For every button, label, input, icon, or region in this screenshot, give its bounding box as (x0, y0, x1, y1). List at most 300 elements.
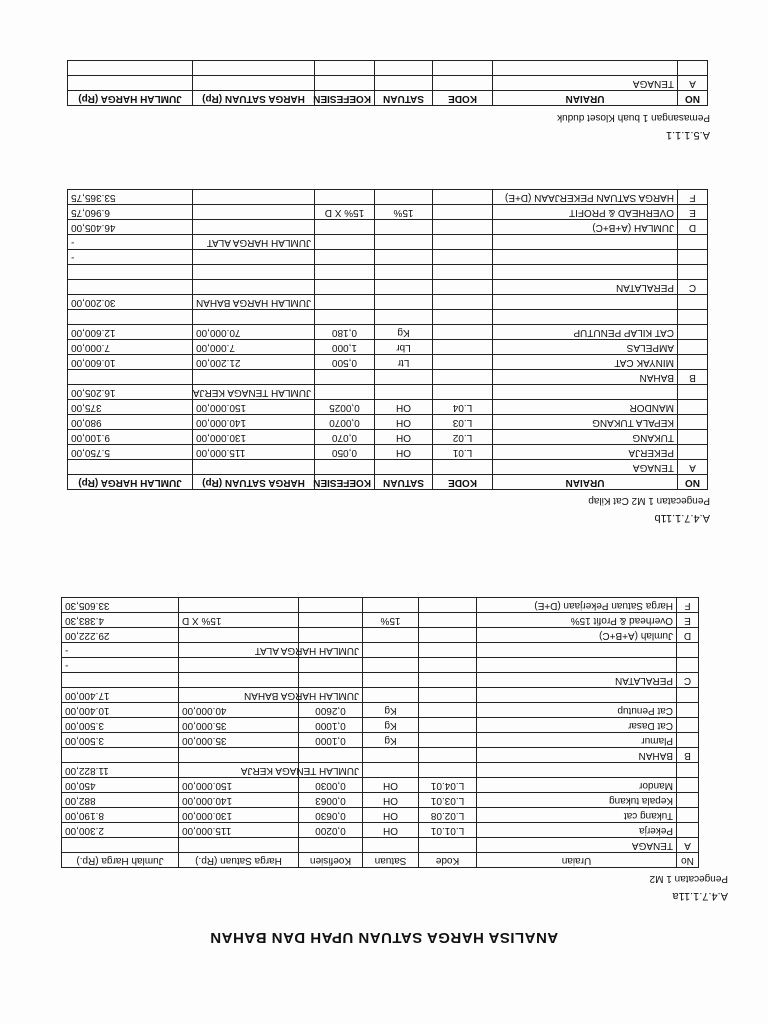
table-row (62, 808, 699, 823)
cell-satuan: Kg (375, 325, 433, 340)
cell-satuan: Kg (363, 733, 419, 748)
cell-jumlah (68, 460, 193, 475)
cell-kode: L.01.01 (419, 823, 477, 838)
table-row (68, 430, 708, 445)
cell-koef (315, 280, 375, 295)
cell-kode (433, 385, 493, 400)
cell-koef: 0,0030 (299, 778, 363, 793)
cell-jumlah: 16.205,00 (68, 385, 193, 400)
cell-kode: L.02 (433, 430, 493, 445)
cell-koef: 0,2600 (299, 703, 363, 718)
cell-satuan (375, 370, 433, 385)
cell-satuan: OH (363, 778, 419, 793)
cell-kode (419, 748, 477, 763)
table-row (62, 673, 699, 688)
cell-koef: 0,0070 (315, 415, 375, 430)
cell-satuan (375, 295, 433, 310)
column-header: URAIAN (493, 475, 678, 490)
cell-no: A (678, 76, 708, 91)
cell-harga: 7.000,00 (193, 340, 315, 355)
column-header: KOEFESIEN (315, 91, 375, 106)
cell-jumlah (62, 748, 179, 763)
cell-uraian: PERALATAN (493, 280, 678, 295)
cell-kode (433, 76, 493, 91)
cell-no: A (677, 838, 699, 853)
cell-koef: 1,000 (315, 340, 375, 355)
column-header: SATUAN (375, 91, 433, 106)
cell-uraian: Tukang cat (477, 808, 677, 823)
cell-uraian (477, 763, 677, 778)
cell-harga (193, 370, 315, 385)
table-header-row (62, 853, 699, 868)
column-header: Kode (419, 853, 477, 868)
table-row (62, 613, 699, 628)
cell-jumlah: 33.605,30 (62, 598, 179, 613)
cell-kode (433, 265, 493, 280)
cell-kode (433, 355, 493, 370)
cell-satuan: OH (375, 400, 433, 415)
section-c-code: A.5.1.1.1 (665, 129, 710, 141)
cell-harga: JUMLAH TENAGA KERJA (193, 385, 315, 400)
cell-uraian: HARGA SATUAN PEKERJAAN (D+E) (493, 190, 678, 205)
cell-kode (433, 235, 493, 250)
cell-harga: 130.000,00 (193, 430, 315, 445)
cell-no (678, 430, 708, 445)
cell-koef: 0,070 (315, 430, 375, 445)
cell-no: E (678, 205, 708, 220)
cell-koef (299, 658, 363, 673)
cell-kode (433, 460, 493, 475)
cell-no: E (677, 613, 699, 628)
cell-koef: 0,0630 (299, 808, 363, 823)
cell-jumlah: 7.000,00 (68, 340, 193, 355)
cell-kode (433, 325, 493, 340)
cell-no (678, 340, 708, 355)
cell-kode (419, 598, 477, 613)
cell-jumlah: 375,00 (68, 400, 193, 415)
cell-koef: 0,050 (315, 445, 375, 460)
cell-harga: 40.000,00 (179, 703, 299, 718)
cell-harga: 15% X D (179, 613, 299, 628)
cell-kode (433, 370, 493, 385)
cell-kode (419, 838, 477, 853)
cell-uraian: Cat Penutup (477, 703, 677, 718)
cell-koef (315, 385, 375, 400)
table-row (68, 280, 708, 295)
cell-uraian: Overhead & Profit 15% (477, 613, 677, 628)
cell-uraian (493, 265, 678, 280)
table-row (62, 823, 699, 838)
cell-satuan (363, 763, 419, 778)
cell-jumlah: - (68, 235, 193, 250)
table-row (68, 400, 708, 415)
cell-no: F (677, 598, 699, 613)
cell-jumlah (68, 61, 193, 76)
cell-harga: 21.200,00 (193, 355, 315, 370)
column-header: SATUAN (375, 475, 433, 490)
cell-no: B (677, 748, 699, 763)
cell-satuan: OH (375, 415, 433, 430)
cell-jumlah: - (68, 250, 193, 265)
cell-harga: JUMLAH HARGA BAHAN (193, 295, 315, 310)
cell-satuan (375, 460, 433, 475)
cell-harga (193, 205, 315, 220)
cell-koef (299, 838, 363, 853)
cell-satuan (363, 748, 419, 763)
column-header: HARGA SATUAN (Rp) (193, 91, 315, 106)
table-row (68, 445, 708, 460)
cell-kode (419, 688, 477, 703)
section-b-table (67, 189, 708, 490)
cell-jumlah (68, 370, 193, 385)
cell-harga: 140.000,00 (193, 415, 315, 430)
cell-jumlah: 450,00 (62, 778, 179, 793)
cell-satuan: Ltr (375, 355, 433, 370)
table-row (68, 370, 708, 385)
cell-no (677, 793, 699, 808)
cell-kode (433, 295, 493, 310)
table-row (68, 385, 708, 400)
cell-satuan (375, 310, 433, 325)
cell-satuan (375, 235, 433, 250)
cell-harga (179, 838, 299, 853)
cell-satuan (363, 643, 419, 658)
table-row (68, 190, 708, 205)
cell-koef: 0,0200 (299, 823, 363, 838)
cell-uraian (493, 385, 678, 400)
cell-uraian: TUKANG (493, 430, 678, 445)
cell-satuan: Kg (363, 718, 419, 733)
cell-koef (315, 76, 375, 91)
column-header: Koefisien (299, 853, 363, 868)
table-row (68, 265, 708, 280)
cell-harga: 115.000,00 (193, 445, 315, 460)
cell-satuan (375, 385, 433, 400)
table-header-row (68, 475, 708, 490)
column-header: Uraian (477, 853, 677, 868)
table-row (68, 415, 708, 430)
cell-kode: L.01 (433, 445, 493, 460)
cell-harga: 35.000,00 (179, 733, 299, 748)
section-b-code: A.4.7.1.11b (654, 512, 710, 524)
cell-satuan (363, 658, 419, 673)
cell-koef (315, 190, 375, 205)
cell-no (677, 718, 699, 733)
cell-satuan (363, 688, 419, 703)
cell-uraian: Mandor (477, 778, 677, 793)
cell-koef: 0,0063 (299, 793, 363, 808)
cell-harga: 35.000,00 (179, 718, 299, 733)
cell-koef (299, 613, 363, 628)
cell-jumlah: 4.383,30 (62, 613, 179, 628)
cell-harga (179, 628, 299, 643)
cell-no (677, 658, 699, 673)
section-b-description: Pengecatan 1 M2 Cat Kilap (588, 495, 710, 506)
cell-satuan: OH (375, 430, 433, 445)
cell-jumlah: 980,00 (68, 415, 193, 430)
cell-uraian: Pekerja (477, 823, 677, 838)
cell-no (678, 250, 708, 265)
column-header: KOEFESIEN (315, 475, 375, 490)
cell-uraian: MINYAK CAT (493, 355, 678, 370)
cell-koef (299, 748, 363, 763)
cell-uraian: Plamur (477, 733, 677, 748)
cell-satuan: 15% (375, 205, 433, 220)
cell-uraian: BAHAN (477, 748, 677, 763)
cell-uraian (493, 310, 678, 325)
cell-uraian: Cat Dasar (477, 718, 677, 733)
cell-kode (433, 310, 493, 325)
cell-satuan: OH (363, 808, 419, 823)
cell-satuan (363, 838, 419, 853)
cell-jumlah: 29.222,00 (62, 628, 179, 643)
cell-kode (419, 673, 477, 688)
table-row (68, 325, 708, 340)
cell-no (678, 355, 708, 370)
cell-koef: JUMLAH TENAGA KERJA (299, 763, 363, 778)
cell-koef (315, 460, 375, 475)
cell-kode: L.03.01 (419, 793, 477, 808)
table-row (62, 598, 699, 613)
column-header: URAIAN (493, 91, 678, 106)
table-row (62, 688, 699, 703)
cell-jumlah: 3.500,00 (62, 718, 179, 733)
cell-jumlah: 882,00 (62, 793, 179, 808)
column-header: HARGA SATUAN (Rp) (193, 475, 315, 490)
cell-koef (315, 370, 375, 385)
cell-kode: L.02.08 (419, 808, 477, 823)
cell-satuan (375, 280, 433, 295)
table-row (62, 733, 699, 748)
table-row (68, 355, 708, 370)
cell-no (677, 733, 699, 748)
cell-jumlah: 53.365,75 (68, 190, 193, 205)
cell-no (678, 61, 708, 76)
cell-uraian: TENAGA (477, 838, 677, 853)
cell-jumlah (62, 673, 179, 688)
cell-koef (315, 295, 375, 310)
table-header-row (68, 91, 708, 106)
cell-uraian: BAHAN (493, 370, 678, 385)
cell-koef (299, 673, 363, 688)
cell-jumlah: 3.500,00 (62, 733, 179, 748)
cell-kode (433, 61, 493, 76)
cell-uraian: PERALATAN (477, 673, 677, 688)
table-row (68, 250, 708, 265)
cell-harga (193, 61, 315, 76)
cell-no (678, 415, 708, 430)
cell-harga: 140.000,00 (179, 793, 299, 808)
table-row (68, 76, 708, 91)
cell-jumlah: 17.400,00 (62, 688, 179, 703)
cell-satuan (363, 598, 419, 613)
table-row (68, 310, 708, 325)
cell-no: D (677, 628, 699, 643)
cell-harga (193, 280, 315, 295)
table-row (68, 61, 708, 76)
cell-kode (433, 220, 493, 235)
cell-no: D (678, 220, 708, 235)
cell-koef: JUMLAH HARGA ALAT (299, 643, 363, 658)
cell-harga (193, 190, 315, 205)
cell-uraian (493, 250, 678, 265)
cell-satuan (375, 265, 433, 280)
cell-no (677, 703, 699, 718)
cell-kode (419, 628, 477, 643)
cell-uraian: Harga Satuan Pekerjaan (D+E) (477, 598, 677, 613)
column-header: JUMLAH HARGA (Rp) (68, 91, 193, 106)
cell-no (678, 445, 708, 460)
cell-jumlah: 46.405,00 (68, 220, 193, 235)
table-row (62, 643, 699, 658)
cell-no (678, 310, 708, 325)
cell-harga (179, 658, 299, 673)
cell-harga (179, 748, 299, 763)
cell-no (677, 778, 699, 793)
cell-jumlah (68, 310, 193, 325)
cell-kode (433, 205, 493, 220)
cell-harga: 130.000,00 (179, 808, 299, 823)
cell-kode (419, 763, 477, 778)
cell-satuan (375, 250, 433, 265)
cell-uraian (493, 235, 678, 250)
cell-harga: 70.000,00 (193, 325, 315, 340)
cell-no (678, 400, 708, 415)
cell-harga (193, 265, 315, 280)
cell-jumlah: - (62, 658, 179, 673)
cell-uraian (477, 688, 677, 703)
cell-uraian: TENAGA (493, 76, 678, 91)
cell-koef: 0,180 (315, 325, 375, 340)
cell-kode (433, 190, 493, 205)
cell-uraian (477, 643, 677, 658)
cell-no (678, 235, 708, 250)
section-c-description: Pemasangan 1 buah Kloset duduk (557, 112, 710, 123)
table-row (62, 778, 699, 793)
cell-koef: JUMLAH HARGA BAHAN (299, 688, 363, 703)
section-a-table (61, 597, 699, 868)
cell-kode (419, 658, 477, 673)
cell-jumlah: 12.600,00 (68, 325, 193, 340)
table-row (62, 703, 699, 718)
cell-jumlah: 9.100,00 (68, 430, 193, 445)
cell-uraian (493, 295, 678, 310)
cell-no (677, 808, 699, 823)
cell-koef (315, 61, 375, 76)
cell-satuan (375, 190, 433, 205)
cell-no (678, 325, 708, 340)
cell-harga (179, 673, 299, 688)
cell-jumlah: - (62, 643, 179, 658)
cell-jumlah: 10.400,00 (62, 703, 179, 718)
cell-no (678, 385, 708, 400)
cell-jumlah: 10.600,00 (68, 355, 193, 370)
table-row (68, 205, 708, 220)
cell-koef (299, 628, 363, 643)
section-c-table (67, 60, 708, 106)
cell-satuan: Kg (363, 703, 419, 718)
cell-uraian (477, 658, 677, 673)
cell-harga (193, 310, 315, 325)
table-row (62, 658, 699, 673)
cell-jumlah: 30.200,00 (68, 295, 193, 310)
table-row (62, 763, 699, 778)
table-row (68, 460, 708, 475)
column-header: JUMLAH HARGA (Rp) (68, 475, 193, 490)
column-header: No (677, 853, 699, 868)
cell-harga (193, 460, 315, 475)
cell-koef: 0,500 (315, 355, 375, 370)
cell-uraian: JUMLAH (A+B+C) (493, 220, 678, 235)
cell-satuan: Lbr (375, 340, 433, 355)
cell-jumlah: 6.960,75 (68, 205, 193, 220)
cell-koef (299, 598, 363, 613)
cell-satuan: OH (375, 445, 433, 460)
cell-uraian: KEPALA TUKANG (493, 415, 678, 430)
cell-satuan: OH (363, 793, 419, 808)
table-row (62, 748, 699, 763)
cell-no: C (678, 280, 708, 295)
cell-satuan: 15% (363, 613, 419, 628)
cell-kode (433, 280, 493, 295)
cell-no (677, 688, 699, 703)
cell-harga (179, 598, 299, 613)
cell-jumlah (68, 265, 193, 280)
cell-jumlah (68, 280, 193, 295)
cell-satuan (375, 61, 433, 76)
cell-harga (193, 220, 315, 235)
cell-harga (193, 76, 315, 91)
cell-harga (193, 250, 315, 265)
cell-uraian (493, 61, 678, 76)
cell-satuan: OH (363, 823, 419, 838)
column-header: Jumlah Harga (Rp.) (62, 853, 179, 868)
cell-uraian: CAT KILAP PENUTUP (493, 325, 678, 340)
cell-jumlah: 5.750,00 (68, 445, 193, 460)
cell-no (678, 295, 708, 310)
cell-uraian: Jumlah (A+B+C) (477, 628, 677, 643)
cell-uraian: PEKERJA (493, 445, 678, 460)
cell-harga: 150.000,00 (193, 400, 315, 415)
cell-no (678, 265, 708, 280)
cell-kode: L.04.01 (419, 778, 477, 793)
cell-jumlah: 11.822,00 (62, 763, 179, 778)
table-row (68, 220, 708, 235)
cell-koef (315, 265, 375, 280)
cell-harga: JUMLAH HARGA ALAT (193, 235, 315, 250)
cell-kode (433, 250, 493, 265)
cell-kode: L.03 (433, 415, 493, 430)
column-header: KODE (433, 475, 493, 490)
column-header: NO (678, 91, 708, 106)
table-row (68, 295, 708, 310)
cell-jumlah (68, 76, 193, 91)
page-title: ANALISA HARGA SATUAN UPAH DAN BAHAN (209, 929, 559, 946)
cell-uraian: Kepala tukang (477, 793, 677, 808)
cell-no: B (678, 370, 708, 385)
column-header: NO (678, 475, 708, 490)
cell-koef: 0,1000 (299, 718, 363, 733)
cell-uraian: TENAGA (493, 460, 678, 475)
cell-kode: L.04 (433, 400, 493, 415)
cell-satuan (363, 673, 419, 688)
cell-jumlah: 8.190,00 (62, 808, 179, 823)
column-header: Harga Satuan (Rp.) (179, 853, 299, 868)
cell-koef (315, 310, 375, 325)
column-header: KODE (433, 91, 493, 106)
cell-no: C (677, 673, 699, 688)
cell-satuan (375, 220, 433, 235)
